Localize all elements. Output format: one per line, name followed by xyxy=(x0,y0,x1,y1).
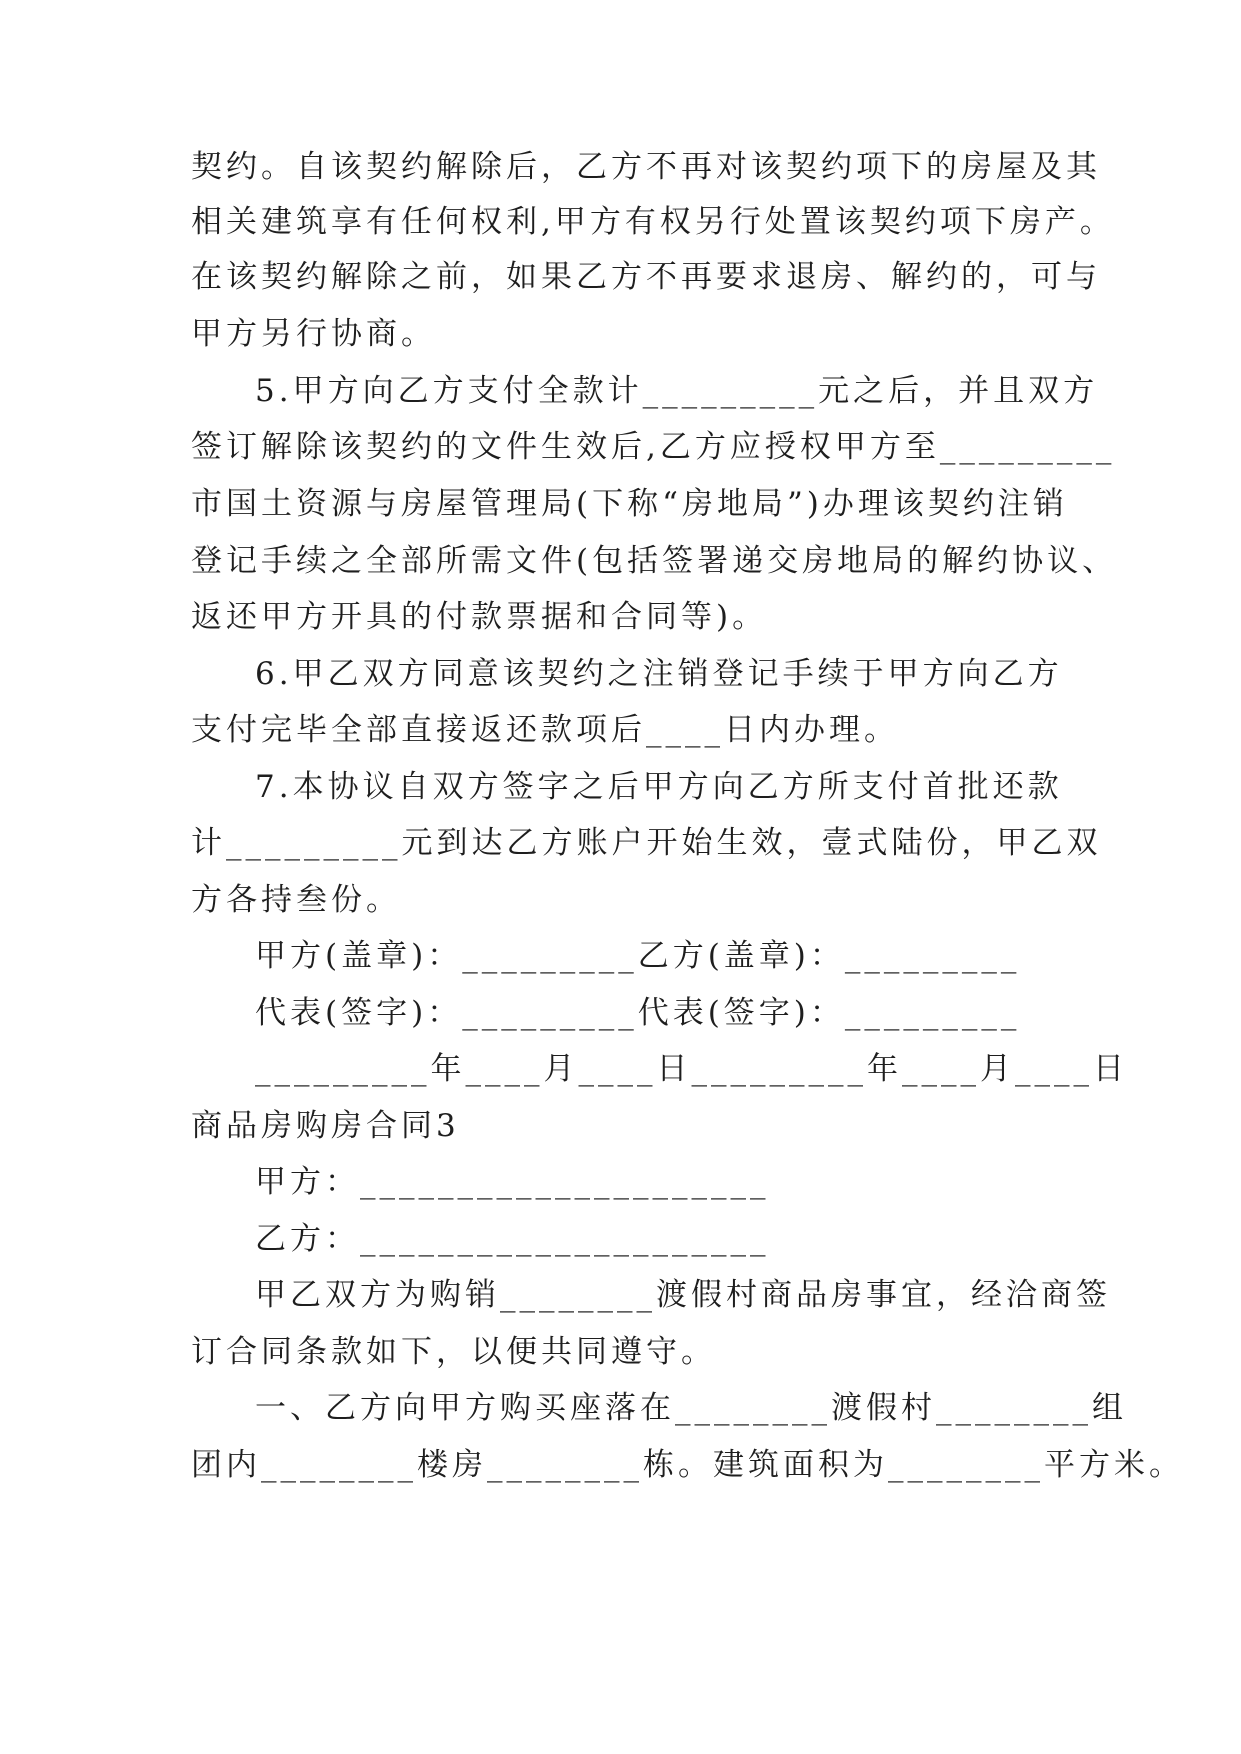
text-line: 在该契约解除之前，如果乙方不再要求退房、解约的，可与 xyxy=(191,259,1101,295)
clause-5-line: 5.甲方向乙方支付全款计_________元之后，并且双方 xyxy=(255,373,1099,409)
clause-7-line: 7.本协议自双方签字之后甲方向乙方所支付首批还款 xyxy=(255,769,1063,805)
text-line: 甲方另行协商。 xyxy=(191,316,436,352)
text-line: 市国土资源与房屋管理局(下称“房地局”)办理该契约注销 xyxy=(191,486,1068,522)
text-line: 登记手续之全部所需文件(包括签署递交房地局的解约协议、 xyxy=(191,543,1118,579)
clause-6-line: 6.甲乙双方同意该契约之注销登记手续于甲方向乙方 xyxy=(255,656,1063,692)
date-line: _________年____月____日_________年____月____日 xyxy=(255,1051,1128,1087)
text-line: 团内________楼房________栋。建筑面积为________平方米。 xyxy=(191,1447,1184,1483)
text-line: 甲乙双方为购销________渡假村商品房事宜，经洽商签 xyxy=(255,1277,1111,1313)
section-title: 商品房购房合同3 xyxy=(191,1108,460,1144)
party-a-line: 甲方：_____________________ xyxy=(255,1164,770,1200)
text-line: 签订解除该契约的文件生效后,乙方应授权甲方至_________ xyxy=(191,429,1116,465)
text-line: 契约。自该契约解除后，乙方不再对该契约项下的房屋及其 xyxy=(191,149,1101,185)
text-line: 相关建筑享有任何权利,甲方有权另行处置该契约项下房产。 xyxy=(191,204,1115,240)
clause-1-line: 一、乙方向甲方购买座落在________渡假村________组 xyxy=(255,1390,1127,1426)
text-line: 返还甲方开具的付款票据和合同等)。 xyxy=(191,599,768,635)
party-b-line: 乙方：_____________________ xyxy=(255,1221,770,1257)
text-line: 支付完毕全部直接返还款项后____日内办理。 xyxy=(191,712,899,748)
text-line: 计_________元到达乙方账户开始生效，壹式陆份，甲乙双 xyxy=(191,825,1102,861)
text-line: 方各持叁份。 xyxy=(191,882,401,918)
text-line: 订合同条款如下，以便共同遵守。 xyxy=(191,1334,716,1370)
seal-line: 甲方(盖章)：_________乙方(盖章)：_________ xyxy=(255,938,1021,974)
signature-line: 代表(签字)：_________代表(签字)：_________ xyxy=(255,995,1021,1031)
